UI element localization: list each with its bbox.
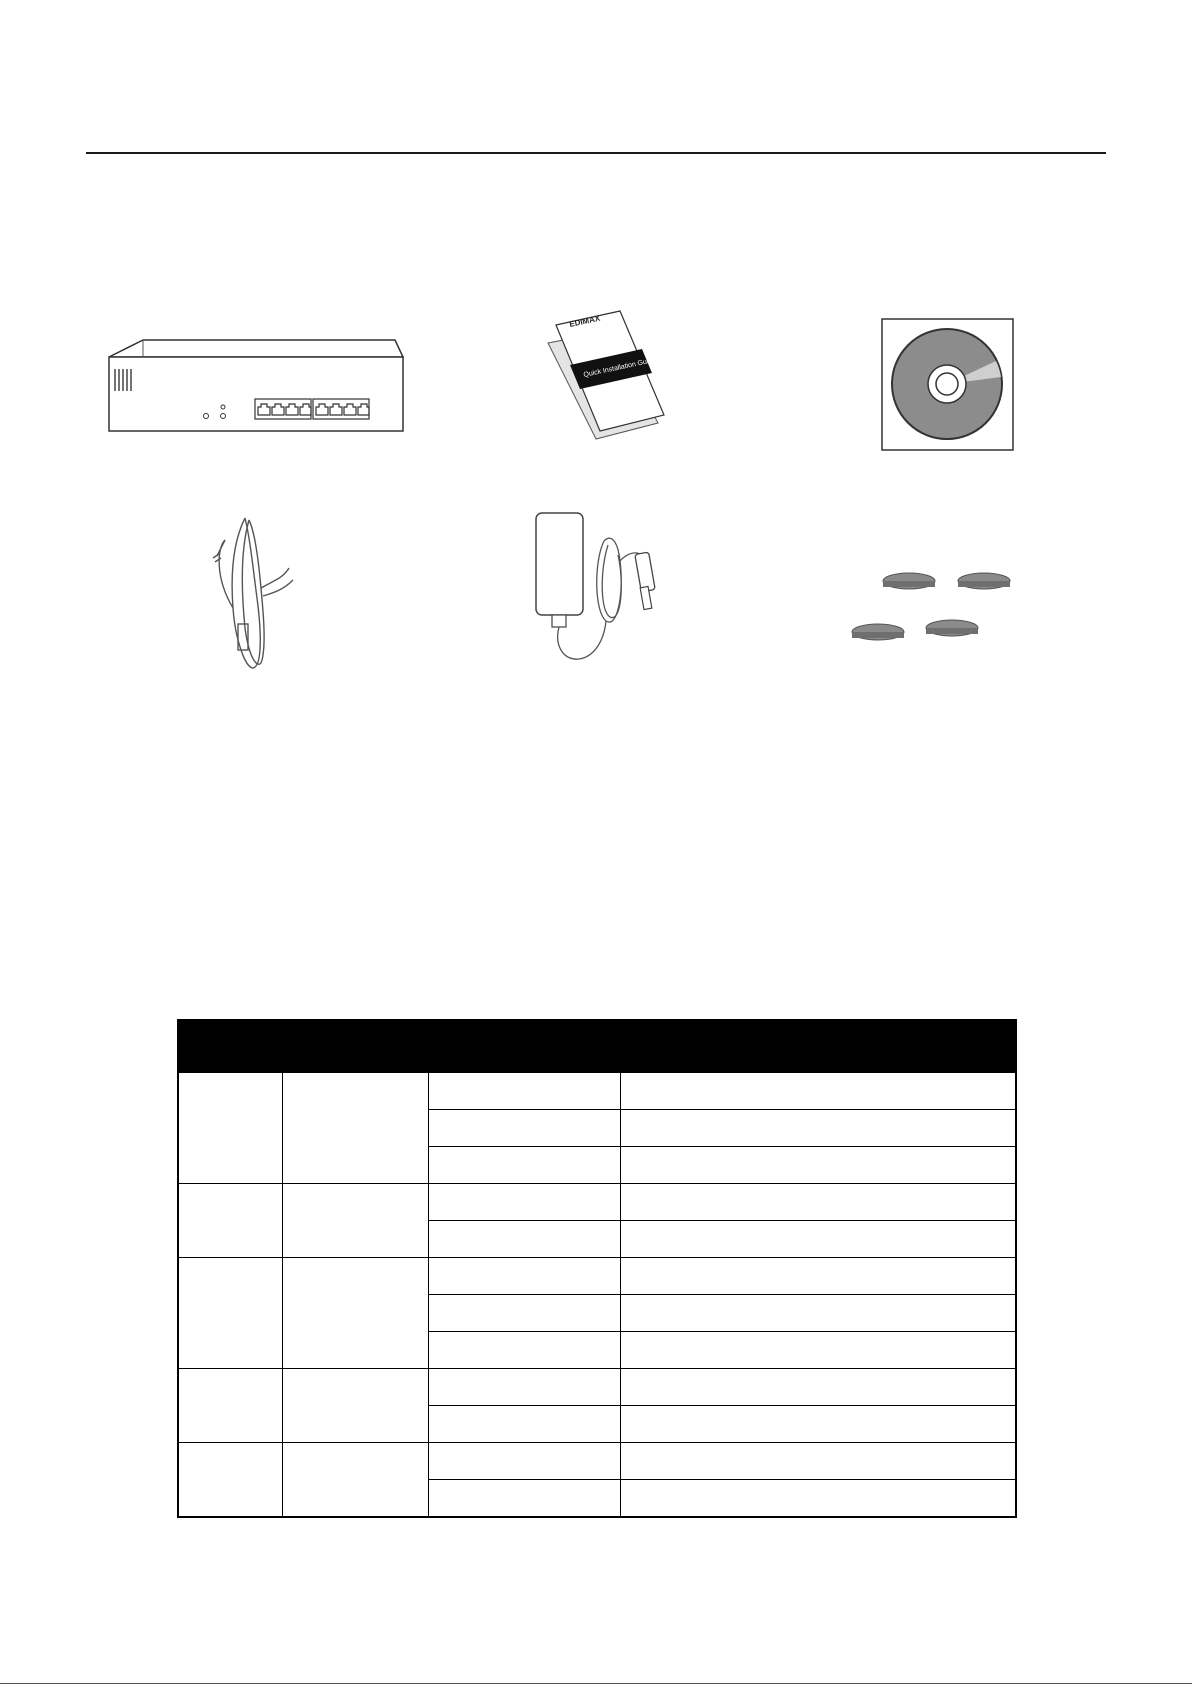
table-row [178, 1443, 1016, 1480]
cd-icon [878, 315, 1018, 455]
led-name-cell [178, 1073, 282, 1184]
table-row [178, 1073, 1016, 1110]
guide-brand-text: EDIMAX [568, 313, 601, 329]
table-row [178, 1258, 1016, 1295]
led-name-cell [178, 1258, 282, 1369]
led-description-cell [620, 1443, 1016, 1480]
led-description-cell [620, 1406, 1016, 1443]
led-color-cell [282, 1073, 428, 1184]
led-state-cell [428, 1110, 620, 1147]
footer-rule [0, 1683, 1192, 1684]
rubber-feet-icon [850, 570, 1020, 645]
led-name-cell [178, 1184, 282, 1258]
header-rule [86, 152, 1106, 154]
led-color-cell [282, 1184, 428, 1258]
led-color-cell [282, 1258, 428, 1369]
led-description-cell [620, 1258, 1016, 1295]
led-description-cell [620, 1110, 1016, 1147]
led-state-cell [428, 1258, 620, 1295]
led-name-cell [178, 1443, 282, 1518]
led-description-cell [620, 1295, 1016, 1332]
led-description-cell [620, 1221, 1016, 1258]
led-color-cell [282, 1443, 428, 1518]
led-state-cell [428, 1221, 620, 1258]
led-state-cell [428, 1295, 620, 1332]
led-description-cell [620, 1184, 1016, 1221]
led-state-cell [428, 1369, 620, 1406]
led-state-cell [428, 1443, 620, 1480]
led-description-cell [620, 1073, 1016, 1110]
led-state-cell [428, 1332, 620, 1369]
table-header-cell [178, 1020, 620, 1073]
led-description-cell [620, 1147, 1016, 1184]
led-description-cell [620, 1480, 1016, 1518]
led-state-cell [428, 1073, 620, 1110]
switch-icon [105, 335, 405, 435]
led-description-cell [620, 1332, 1016, 1369]
led-name-cell [178, 1369, 282, 1443]
power-cord-icon [205, 508, 305, 673]
guide-title-text: Quick Installation Guide [582, 356, 657, 379]
led-color-cell [282, 1369, 428, 1443]
table-header-cell [620, 1020, 1016, 1073]
power-adapter-icon [534, 511, 674, 671]
led-description-cell [620, 1369, 1016, 1406]
led-state-cell [428, 1147, 620, 1184]
led-state-cell [428, 1184, 620, 1221]
table-row [178, 1369, 1016, 1406]
led-state-cell [428, 1406, 620, 1443]
quick-installation-guide-icon [540, 303, 670, 453]
led-state-cell [428, 1480, 620, 1518]
table-header-row [178, 1020, 1016, 1073]
table-row [178, 1184, 1016, 1221]
led-status-table [177, 1019, 1015, 1518]
